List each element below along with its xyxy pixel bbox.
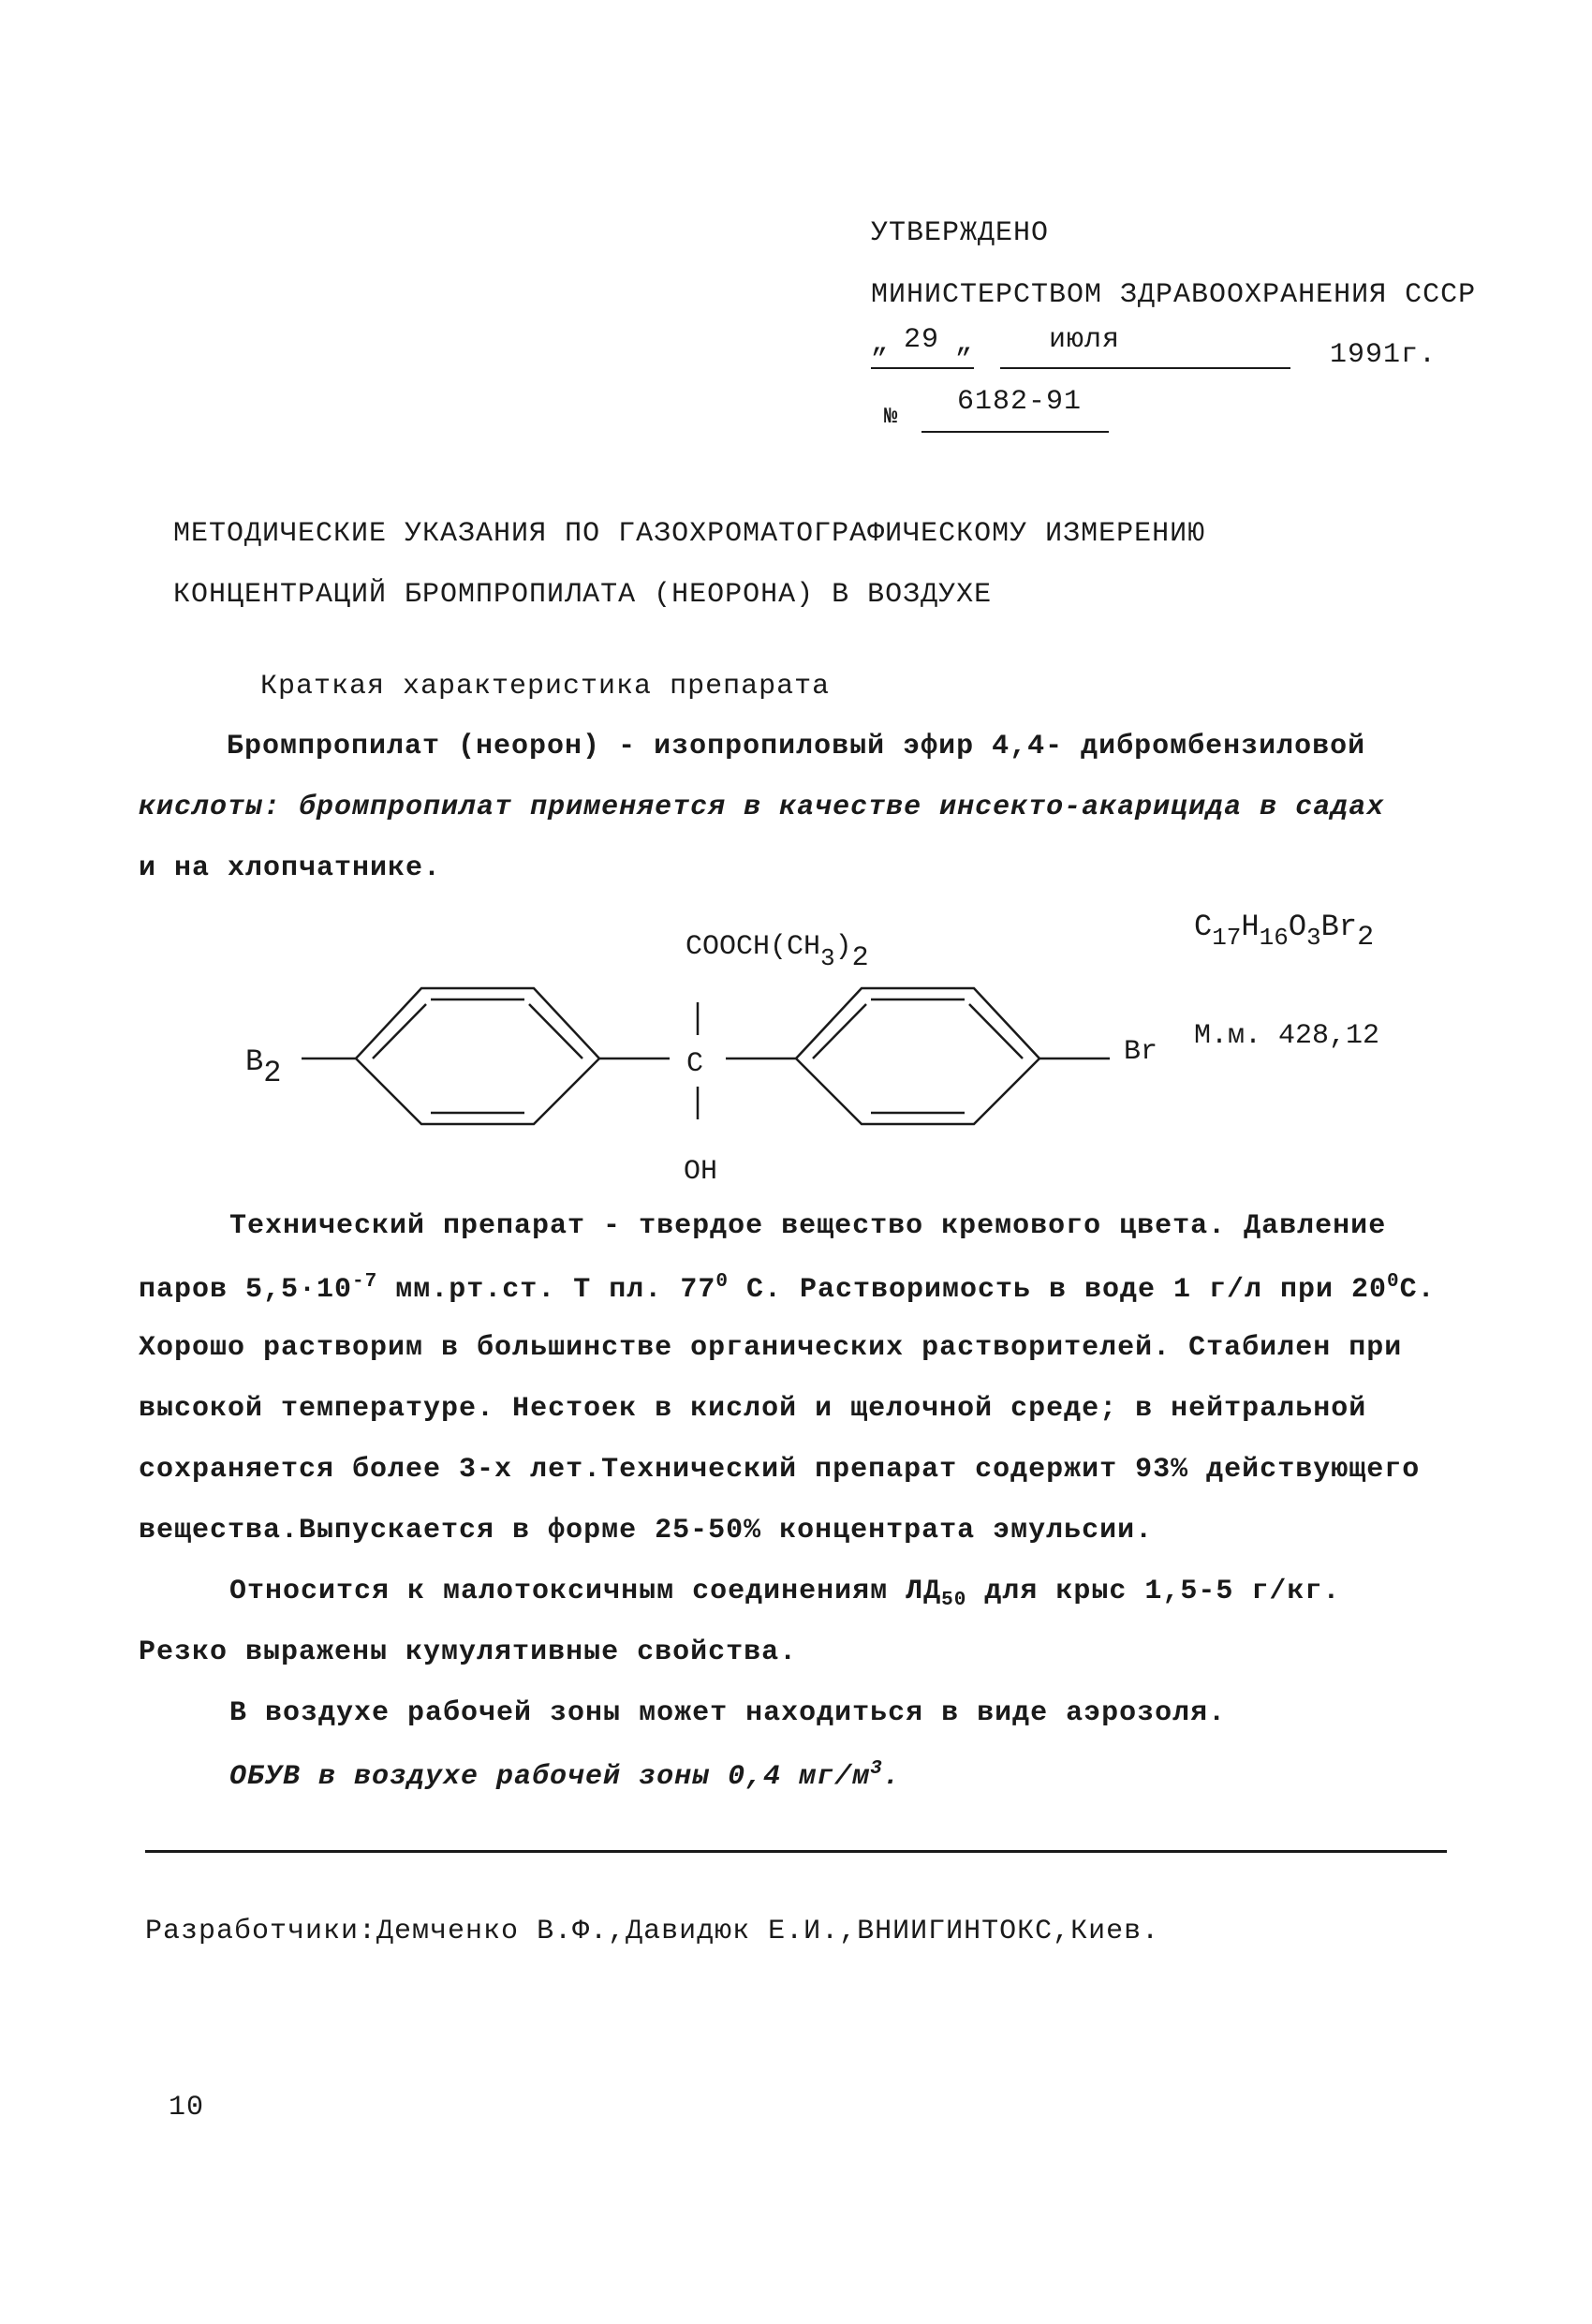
approval-heading: УТВЕРЖДЕНО — [871, 217, 1050, 249]
molar-mass: М.м. 428,12 — [1194, 1020, 1380, 1052]
approval-ministry: МИНИСТЕРСТВОМ ЗДРАВООХРАНЕНИЯ СССР — [871, 279, 1477, 311]
approval-quote-open: „ — [871, 328, 890, 360]
properties-line-1: Технический препарат - твердое вещество кремового цвета. Давление — [229, 1210, 1387, 1242]
section-heading: Краткая характеристика препарата — [260, 671, 831, 703]
intro-line-2: кислоты: бромпропилат применяется в качестве инсекто-акарицида в садах — [139, 792, 1385, 823]
page-number: 10 — [169, 2092, 205, 2124]
air-line-2: ОБУВ в воздухе рабочей зоны 0,4 $мг/м^3$. — [229, 1758, 901, 1793]
approval-day: 29 — [904, 324, 940, 356]
ester-group: COOCH(CH3)2 — [685, 931, 869, 974]
properties-line-3: Хорошо растворим в большинстве органических растворителей. Стабилен при — [139, 1332, 1403, 1364]
approval-year: 1991г. — [1330, 339, 1437, 371]
air-line-1: В воздухе рабочей зоны может находиться в виде аэрозоля. — [229, 1697, 1227, 1729]
developers-note: Разработчики:Демченко В.Ф.,Давидюк Е.И.,ВНИИГИНТОКС,Киев. — [145, 1916, 1160, 1947]
toxicity-line-2: Резко выражены кумулятивные свойства. — [139, 1636, 798, 1668]
approval-month: июля — [1049, 324, 1121, 356]
right-substituent: Br — [1124, 1036, 1158, 1068]
hydroxyl-group: OH — [684, 1156, 718, 1188]
intro-line-3: и на хлопчатнике. — [139, 852, 442, 884]
left-benzene-ring — [356, 988, 599, 1124]
approval-quote-close: „ — [955, 328, 974, 360]
properties-line-5: сохраняется более 3-х лет.Технический препарат содержит 93% действующего — [139, 1454, 1421, 1486]
toxicity-line-1: Относится к малотоксичным соединениям $ЛД_{50}$ для крыс 1,5-5 г/кг. — [229, 1576, 1341, 1611]
approval-number: 6182-91 — [957, 386, 1083, 418]
left-substituent: B2 — [245, 1044, 282, 1090]
properties-line-4: высокой температуре. Нестоек в кислой и щелочной среде; в нейтральной — [139, 1393, 1367, 1425]
center-carbon: C — [686, 1048, 704, 1080]
molecular-formula: $C_{17}H_{16}O_3Br2$ — [1194, 910, 1375, 954]
properties-line-2: паров $5,5\cdot 10^{-7}$ мм.рт.ст. Т пл. $77^0$ С. Растворимость в воде 1 г/л при $20^0С$. — [139, 1271, 1436, 1306]
title-line-2: КОНЦЕНТРАЦИЙ БРОМПРОПИЛАТА (НЕОРОНА) В ВОЗДУХЕ — [173, 579, 993, 611]
intro-line-1: Бромпропилат (неорон) - изопропиловый эфир 4,4- дибромбензиловой — [227, 731, 1366, 762]
properties-line-6: вещества.Выпускается в форме 25-50% концентрата эмульсии. — [139, 1515, 1154, 1547]
approval-number-sign: № — [884, 405, 899, 430]
title-line-1: МЕТОДИЧЕСКИЕ УКАЗАНИЯ ПО ГАЗОХРОМАТОГРАФИЧЕСКОМУ ИЗМЕРЕНИЮ — [173, 518, 1206, 550]
right-benzene-ring — [796, 988, 1039, 1124]
footnote-separator — [145, 1850, 1447, 1853]
